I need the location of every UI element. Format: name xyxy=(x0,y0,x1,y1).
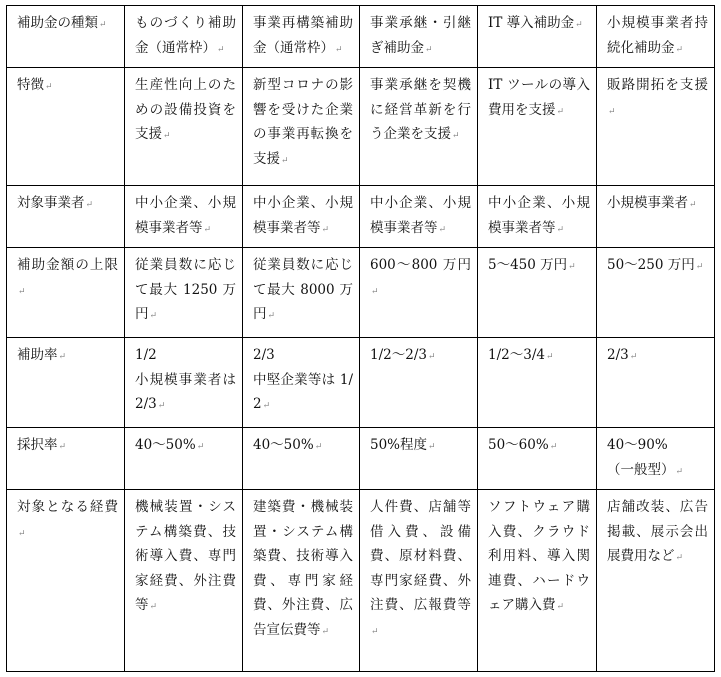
paragraph-mark-icon: ↵ xyxy=(196,442,205,452)
table-row xyxy=(7,68,715,186)
row-label: 対象となる経費↵ xyxy=(7,490,125,672)
paragraph-mark-icon: ↵ xyxy=(281,155,289,166)
paragraph-mark-icon: ↵ xyxy=(149,602,158,612)
table-cell: 50～60%↵ xyxy=(478,428,597,490)
paragraph-mark-icon: ↵ xyxy=(45,82,53,92)
table-cell: 40～50%↵ xyxy=(125,428,243,490)
header-cell-it: IT 導入補助金↵ xyxy=(478,6,597,68)
paragraph-mark-icon: ↵ xyxy=(675,553,684,563)
paragraph-mark-icon: ↵ xyxy=(321,224,330,235)
header-cell-type: 補助金の種類↵ xyxy=(7,6,125,68)
paragraph-mark-icon: ↵ xyxy=(58,352,67,362)
paragraph-mark-icon: ↵ xyxy=(99,20,107,30)
table-cell: 建築費・機械装置・システム構築費、技術導入費、専門家経費、外注費、広告宣伝費等↵ xyxy=(243,490,360,672)
table-cell: 中小企業、小規模事業者等↵ xyxy=(243,186,360,248)
row-label: 補助金額の上限↵ xyxy=(7,248,125,338)
header-cell-monozukuri: ものづくり補助金（通常枠）↵ xyxy=(125,6,243,68)
paragraph-mark-icon: ↵ xyxy=(675,466,684,477)
paragraph-mark-icon: ↵ xyxy=(18,286,26,297)
table-row xyxy=(7,248,715,338)
paragraph-mark-icon: ↵ xyxy=(452,131,460,141)
paragraph-mark-icon: ↵ xyxy=(568,262,576,272)
row-label: 対象事業者↵ xyxy=(7,186,125,248)
row-label: 補助率↵ xyxy=(7,338,125,428)
paragraph-mark-icon: ↵ xyxy=(629,352,638,362)
paragraph-mark-icon: ↵ xyxy=(549,442,558,452)
header-cell-shoukei: 事業承継・引継ぎ補助金↵ xyxy=(360,6,478,68)
table-cell: 5～450 万円↵ xyxy=(478,248,597,338)
paragraph-mark-icon: ↵ xyxy=(217,44,225,55)
paragraph-mark-icon: ↵ xyxy=(371,286,379,297)
table-cell: 1/2～2/3↵ xyxy=(360,338,478,428)
table-cell: 中小企業、小規模事業者等↵ xyxy=(478,186,597,248)
subsidy-comparison-table xyxy=(6,5,715,672)
table-cell: IT ツールの導入費用を支援↵ xyxy=(478,68,597,186)
table-row xyxy=(7,490,715,672)
paragraph-mark-icon: ↵ xyxy=(157,401,166,411)
paragraph-mark-icon: ↵ xyxy=(262,401,271,411)
row-label: 特徴↵ xyxy=(7,68,125,186)
table-cell: 2/3 中堅企業等は 1/2↵ xyxy=(243,338,360,428)
paragraph-mark-icon: ↵ xyxy=(267,311,276,321)
header-cell-saikouchiku: 事業再構築補助金（通常枠）↵ xyxy=(243,6,360,68)
table-row xyxy=(7,338,715,428)
table-cell: 事業承継を契機に経営革新を行う企業を支援↵ xyxy=(360,68,478,186)
table-cell: 人件費、店舗等借入費、設備費、原材料費、専門家経費、外注費、広報費等↵ xyxy=(360,490,478,672)
header-cell-jizokuka: 小規模事業者持続化補助金↵ xyxy=(597,6,715,68)
paragraph-mark-icon: ↵ xyxy=(58,442,67,452)
paragraph-mark-icon: ↵ xyxy=(203,224,212,235)
paragraph-mark-icon: ↵ xyxy=(575,20,583,30)
table-cell: 40～50%↵ xyxy=(243,428,360,490)
paragraph-mark-icon: ↵ xyxy=(149,311,158,321)
paragraph-mark-icon: ↵ xyxy=(428,442,436,452)
table-row xyxy=(7,428,715,490)
paragraph-mark-icon: ↵ xyxy=(689,200,697,210)
paragraph-mark-icon: ↵ xyxy=(321,626,330,637)
paragraph-mark-icon: ↵ xyxy=(556,106,565,117)
table-cell: 中小企業、小規模事業者等↵ xyxy=(360,186,478,248)
paragraph-mark-icon: ↵ xyxy=(335,44,343,55)
table-cell: 40～90% （一般型）↵ xyxy=(597,428,715,490)
table-cell: 1/2 小規模事業者は 2/3↵ xyxy=(125,338,243,428)
table-cell: 生産性向上のための設備投資を支援↵ xyxy=(125,68,243,186)
table-cell: 店舗改装、広告掲載、展示会出展費用など↵ xyxy=(597,490,715,672)
paragraph-mark-icon: ↵ xyxy=(438,224,447,235)
paragraph-mark-icon: ↵ xyxy=(85,200,94,210)
paragraph-mark-icon: ↵ xyxy=(425,44,433,55)
table-cell: 50%程度↵ xyxy=(360,428,478,490)
table-cell: 販路開拓を支援↵ xyxy=(597,68,715,186)
table-cell: 機械装置・システム構築費、技術導入費、専門家経費、外注費等↵ xyxy=(125,490,243,672)
paragraph-mark-icon: ↵ xyxy=(163,131,171,141)
paragraph-mark-icon: ↵ xyxy=(556,224,565,235)
table-header-row xyxy=(7,6,715,68)
table-cell: 小規模事業者↵ xyxy=(597,186,715,248)
paragraph-mark-icon: ↵ xyxy=(695,262,704,272)
paragraph-mark-icon: ↵ xyxy=(18,528,26,539)
table-cell: 中小企業、小規模事業者等↵ xyxy=(125,186,243,248)
table-cell: 50～250 万円↵ xyxy=(597,248,715,338)
table-row xyxy=(7,186,715,248)
paragraph-mark-icon: ↵ xyxy=(545,352,554,362)
table-cell: ソフトウェア購入費、クラウド利用料、導入関連費、ハードウェア購入費↵ xyxy=(478,490,597,672)
paragraph-mark-icon: ↵ xyxy=(556,602,565,612)
paragraph-mark-icon: ↵ xyxy=(608,106,616,117)
table-cell: 600～800 万円↵ xyxy=(360,248,478,338)
paragraph-mark-icon: ↵ xyxy=(314,442,323,452)
paragraph-mark-icon: ↵ xyxy=(371,626,379,637)
row-label: 採択率↵ xyxy=(7,428,125,490)
table-cell: 2/3↵ xyxy=(597,338,715,428)
paragraph-mark-icon: ↵ xyxy=(675,44,684,55)
table-cell: 従業員数に応じて最大 8000 万円↵ xyxy=(243,248,360,338)
table-cell: 従業員数に応じて最大 1250 万円↵ xyxy=(125,248,243,338)
table-cell: 新型コロナの影響を受けた企業の事業再転換を支援↵ xyxy=(243,68,360,186)
paragraph-mark-icon: ↵ xyxy=(427,352,436,362)
table-cell: 1/2～3/4↵ xyxy=(478,338,597,428)
